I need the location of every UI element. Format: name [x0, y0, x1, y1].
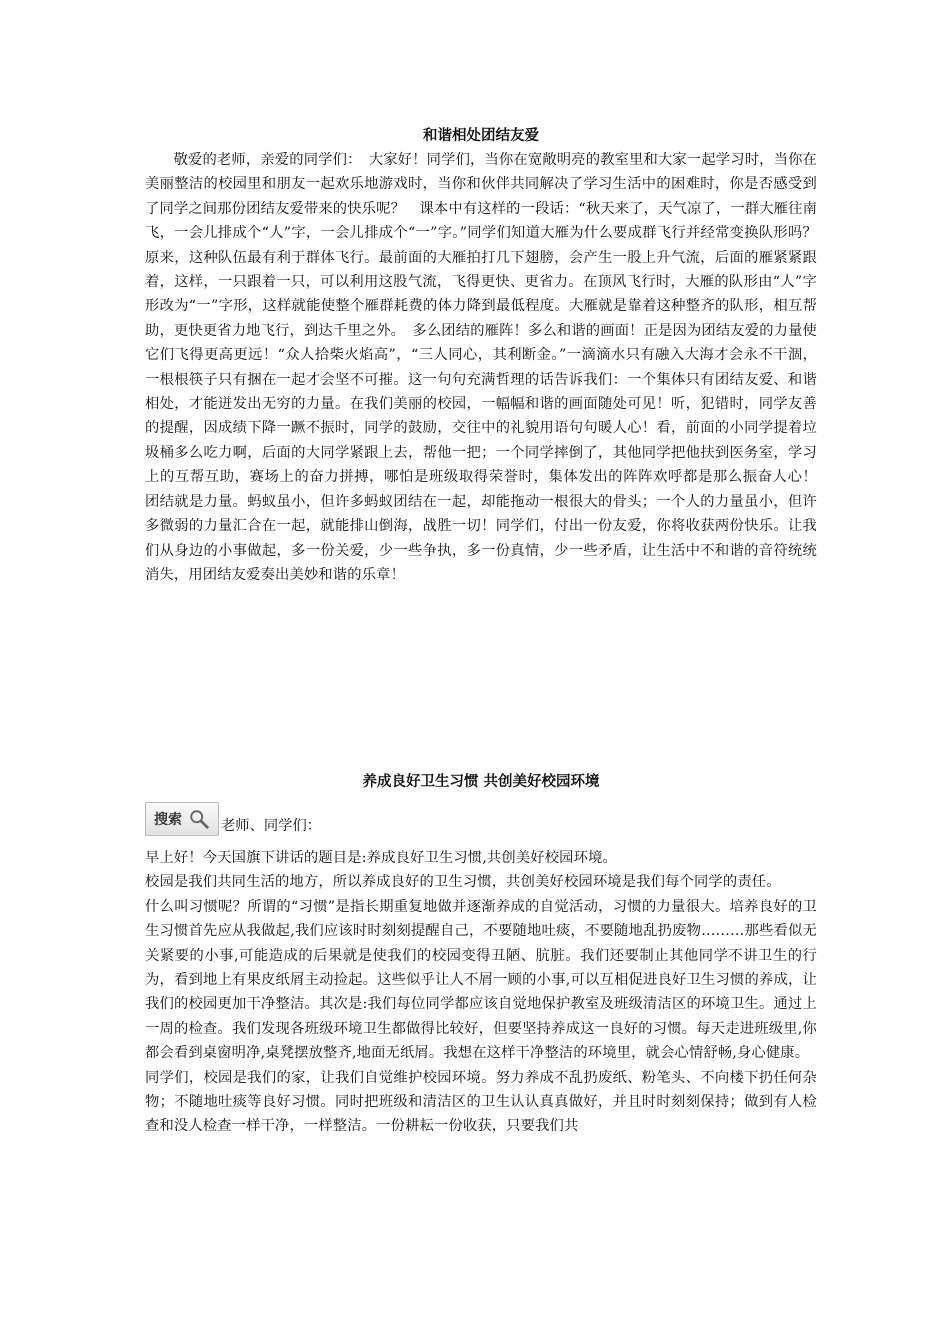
search-button[interactable] [145, 802, 219, 836]
paragraph: 早上好！今天国旗下讲话的题目是:养成良好卫生习惯,共创美好校园环境。 [145, 850, 617, 866]
greeting-text: 老师、同学们： [221, 818, 322, 834]
paragraph: 同学们，校园是我们的家，让我们自觉维护校园环境。努力养成不乱扔废纸、粉笔头、不向楼下扔任何杂物；不随地吐痰等良好习惯。同时把班级和清洁区的卫生认认真真做好，并且时时刻刻保持；做到有人检查和没人检查一样干净，一样整洁。一份耕耘一份收获，只要我们共 [145, 1069, 817, 1135]
article-hygiene [145, 772, 817, 1139]
article-title: 和谐相处团结友爱 [423, 128, 539, 144]
magnifier-icon [188, 808, 210, 830]
search-row [145, 796, 817, 836]
paragraph: 校园是我们共同生活的地方，所以养成良好的卫生习惯，共创美好校园环境是我们每个同学的责任。 [145, 874, 781, 891]
article-body: 敬爱的老师，亲爱的同学们： 大家好！同学们，当你在宽敞明亮的教室里和大家一起学习时，当你在美丽整洁的校园里和朋友一起欢乐地游戏时，当你和伙伴共同解决了学习生活中的困难时，你是否感受到了同学之间那份团结友爱带来的快乐呢？ 课本中有这样的一段话：“秋天来了，天气凉了，一群大雁往南飞，一会儿排成个“人”字，一会儿排成个“一”字。”同学们知道大雁为什么要成群飞行并经常变换队形吗？ 原来，这种队伍最有利于群体飞行。最前面的大雁拍打几下翅膀，会产生一股上升气流，后面的雁紧紧跟着，这样，一只跟着一只，可以利用这股气流，飞得更快、更省力。在顶风飞行时，大雁的队形由“人”字形改为“一”字形，这样就能使整个雁群耗费的体力降到最低程度。大雁就是靠着这种整齐的队形，相互帮助，更快更省力地飞行，到达千里之外。 多么团结的雁阵！多么和谐的画面！正是因为团结友爱的力量使它们飞得更高更远！“众人拾柴火焰高”，“三人同心，其利断金。”一滴滴水只有融入大海才会永不干涸，一根根筷子只有捆在一起才会坚不可摧。这一句句充满哲理的话告诉我们：一个集体只有团结友爱、和谐相处，才能迸发出无穷的力量。在我们美丽的校园，一幅幅和谐的画面随处可见！听，犯错时，同学友善的提醒，因成绩下降一蹶不振时，同学的鼓励，交往中的礼貌用语句句暖人心！看，前面的小同学提着垃圾桶多么吃力啊，后面的大同学紧跟上去，帮他一把；一个同学摔倒了，其他同学把他扶到医务室，学习上的互帮互助，赛场上的奋力拼搏，哪怕是班级取得荣誉时，集体发出的阵阵欢呼都是那么振奋人心！ 团结就是力量。蚂蚁虽小，但许多蚂蚁团结在一起，却能拖动一根很大的骨头；一个人的力量虽小，但许多微弱的力量汇合在一起，就能排山倒海，战胜一切！同学们，付出一份友爱，你将收获两份快乐。让我们从身边的小事做起，多一份关爱，少一些争执，多一份真情，少一些矛盾，让生活中不和谐的音符统统消失，用团结友爱奏出美妙和谐的乐章！ [145, 152, 832, 583]
article-title: 养成良好卫生习惯 共创美好校园环境 [362, 774, 600, 790]
article-harmony [145, 126, 832, 587]
paragraph: 什么叫习惯呢？所谓的“习惯”是指长期重复地做并逐渐养成的自觉活动，习惯的力量很大。培养良好的卫生习惯首先应从我做起,我们应该时时刻刻提醒自己，不要随地吐痰，不要随地乱扔废物………那些看似无关紧要的小事,可能造成的后果就是使我们的校园变得丑陋、肮脏。我们还要制止其他同学不讲卫生的行为，看到地上有果皮纸屑主动捡起。这些似乎让人不屑一顾的小事,可以互相促进良好卫生习惯的养成，让我们的校园更加干净整洁。其次是:我们每位同学都应该自觉地保护教室及班级清洁区的环境卫生。通过上一周的检查。我们发现各班级环境卫生都做得比较好，但要坚持养成这一良好的习惯。每天走进班级里,你都会看到桌窗明净,桌凳摆放整齐,地面无纸屑。我想在这样干净整洁的环境里，就会心情舒畅,身心健康。 [145, 898, 817, 1062]
search-button-label: 搜索 [154, 812, 182, 828]
